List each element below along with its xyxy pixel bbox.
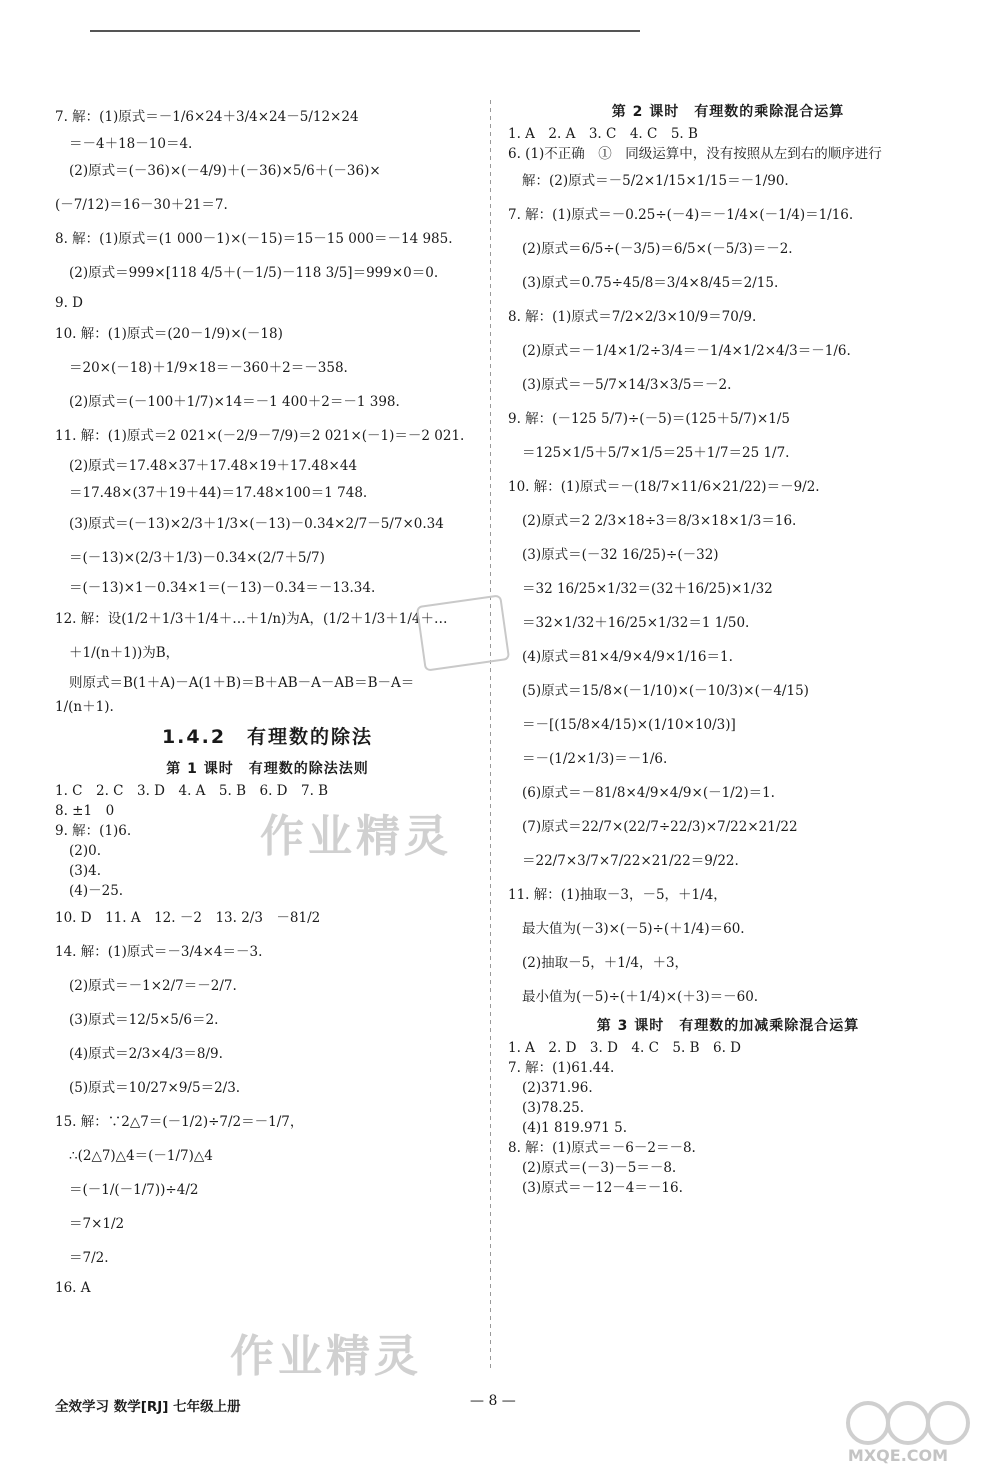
left-column (55, 100, 480, 1302)
answer-line: 6. (1)不正确 ① 同级运算中，没有按照从左到右的顺序进行 (508, 146, 882, 162)
answer-line: ＝(－13)×1－0.34×1＝(－13)－0.34＝－13.34. (69, 580, 376, 596)
answer-line: (2)原式＝(－3)－5＝－8. (522, 1160, 677, 1176)
answer-line: 8. 解：(1)原式＝7/2×2/3×10/9＝70/9. (508, 309, 757, 325)
answer-line: (2)371.96. (522, 1080, 593, 1096)
answer-line: 最大值为(－3)×(－5)÷(＋1/4)＝60. (522, 921, 745, 937)
lesson-title: 第 3 课时 有理数的加减乘除混合运算 (596, 1018, 860, 1034)
answer-line: 8. 解：(1)原式＝(1 000－1)×(－15)＝15－15 000＝－14 985. (55, 231, 453, 247)
answer-line: (2)原式＝－1×2/7＝－2/7. (69, 978, 237, 994)
answer-line: (2)抽取－5，＋1/4，＋3， (522, 955, 689, 971)
answer-line: (2)原式＝－1/4×1/2÷3/4＝－1/4×1/2×4/3＝－1/6. (522, 343, 851, 359)
page-number: — 8 — (470, 1393, 516, 1409)
answer-line: ＝7×1/2 (69, 1216, 125, 1232)
answer-line: 1. C 2. C 3. D 4. A 5. B 6. D 7. B (55, 783, 329, 799)
answer-line: (4)原式＝2/3×4/3＝8/9. (69, 1046, 223, 1062)
answer-line: 7. 解：(1)原式＝－1/6×24＋3/4×24－5/12×24 (55, 109, 359, 125)
answer-line: ∴(2△7)△4＝(－1/7)△4 (69, 1148, 213, 1164)
answer-line: 9. D (55, 295, 83, 311)
answer-line: (7)原式＝22/7×(22/7÷22/3)×7/22×21/22 (522, 819, 798, 835)
answer-line: 10. 解：(1)原式＝－(18/7×11/6×21/22)＝－9/2. (508, 479, 820, 495)
answer-line: (4)－25. (69, 883, 124, 899)
answer-line: ＝－(1/2×1/3)＝－1/6. (522, 751, 668, 767)
answer-line: (2)0. (69, 843, 102, 859)
answer-line: (3)原式＝－12－4＝－16. (522, 1180, 683, 1196)
answer-line: (3)4. (69, 863, 102, 879)
top-rule (90, 30, 640, 32)
answer-line: 9. 解：(－125 5/7)÷(－5)＝(125＋5/7)×1/5 (508, 411, 790, 427)
answer-line: (4)原式＝81×4/9×4/9×1/16＝1. (522, 649, 733, 665)
answer-line: ＝(－13)×(2/3＋1/3)－0.34×(2/7＋5/7) (69, 550, 325, 566)
answer-line: (－7/12)＝16－30＋21＝7. (55, 197, 228, 213)
watermark-stamp (416, 594, 510, 671)
answer-line: ＝125×1/5＋5/7×1/5＝25＋1/7＝25 1/7. (522, 445, 790, 461)
lesson-title: 第 1 课时 有理数的除法法则 (166, 761, 369, 777)
watermark: 作业精灵 (230, 1331, 422, 1382)
answer-line: 12. 解：设(1/2＋1/3＋1/4＋…＋1/n)为A，(1/2＋1/3＋1/4＋… (55, 611, 448, 627)
answer-line: ＝(－1/(－1/7))÷4/2 (69, 1182, 199, 1198)
answer-line: 9. 解：(1)6. (55, 823, 132, 839)
answer-line: ＋1/(n＋1))为B， (69, 645, 180, 661)
lesson-title: 第 2 课时 有理数的乘除混合运算 (611, 104, 845, 120)
answer-line: ＝20×(－18)＋1/9×18＝－360＋2＝－358. (69, 360, 348, 376)
answer-line: ＝22/7×3/7×7/22×21/22＝9/22. (522, 853, 739, 869)
answer-line: (5)原式＝15/8×(－1/10)×(－10/3)×(－4/15) (522, 683, 809, 699)
column-divider (490, 100, 491, 1370)
answer-line: 则原式＝B(1＋A)－A(1＋B)＝B＋AB－A－AB＝B－A＝ (69, 675, 415, 691)
answer-line: (2)原式＝999×[118 4/5＋(－1/5)－118 3/5]＝999×0＝0. (69, 265, 439, 281)
answer-line: (3)原式＝(－32 16/25)÷(－32) (522, 547, 719, 563)
answer-line: (4)1 819.971 5. (522, 1120, 628, 1136)
answer-line: (2)原式＝2 2/3×18÷3＝8/3×18×1/3＝16. (522, 513, 797, 529)
answer-line: (3)78.25. (522, 1100, 585, 1116)
answer-line: (3)原式＝(－13)×2/3＋1/3×(－13)－0.34×2/7－5/7×0.34 (69, 516, 444, 532)
book-title: 全效学习 数学[RJ] 七年级上册 (55, 1399, 241, 1415)
answer-line: 16. A (55, 1280, 91, 1296)
answer-line: 8. ±1 0 (55, 803, 115, 819)
answer-line: (2)原式＝(－36)×(－4/9)＋(－36)×5/6＋(－36)× (69, 163, 381, 179)
answer-line: 1. A 2. A 3. C 4. C 5. B (508, 126, 698, 142)
answer-line: 解：(2)原式＝－5/2×1/15×1/15＝－1/90. (522, 173, 789, 189)
answer-line: 7. 解：(1)61.44. (508, 1060, 615, 1076)
answer-line: (6)原式＝－81/8×4/9×4/9×(－1/2)＝1. (522, 785, 775, 801)
answer-line: ＝7/2. (69, 1250, 109, 1266)
answer-line: 11. 解：(1)原式＝2 021×(－2/9－7/9)＝2 021×(－1)＝－2 021. (55, 428, 465, 444)
site-logo-icon (808, 1395, 988, 1465)
answer-line: ＝32×1/32＋16/25×1/32＝1 1/50. (522, 615, 750, 631)
right-column (508, 100, 948, 1198)
answer-line: 最小值为(－5)÷(＋1/4)×(＋3)＝－60. (522, 989, 759, 1005)
answer-line: (3)原式＝12/5×5/6＝2. (69, 1012, 219, 1028)
answer-line: 10. D 11. A 12. －2 13. 2/3 －81/2 (55, 910, 321, 926)
answer-line: (2)原式＝(－100＋1/7)×14＝－1 400＋2＝－1 398. (69, 394, 400, 410)
answer-line: 11. 解：(1)抽取－3，－5，＋1/4， (508, 887, 727, 903)
answer-line: 10. 解：(1)原式＝(20－1/9)×(－18) (55, 326, 283, 342)
answer-line: 14. 解：(1)原式＝－3/4×4＝－3. (55, 944, 263, 960)
answer-line: ＝－4＋18－10＝4. (69, 136, 193, 152)
answer-line: 1. A 2. D 3. D 4. C 5. B 6. D (508, 1040, 742, 1056)
answer-line: 8. 解：(1)原式＝－6－2＝－8. (508, 1140, 696, 1156)
answer-line: (2)原式＝17.48×37＋17.48×19＋17.48×44 (69, 458, 358, 474)
answer-line: ＝－[(15/8×4/15)×(1/10×10/3)] (522, 717, 736, 733)
answer-line: (3)原式＝－5/7×14/3×3/5＝－2. (522, 377, 732, 393)
answer-line: (3)原式＝0.75÷45/8＝3/4×8/45＝2/15. (522, 275, 779, 291)
answer-line: ＝17.48×(37＋19＋44)＝17.48×100＝1 748. (69, 485, 368, 501)
answer-line: 1/(n＋1). (55, 699, 114, 715)
watermark: 作业精灵 (260, 811, 452, 862)
answer-line: (2)原式＝6/5÷(－3/5)＝6/5×(－5/3)＝－2. (522, 241, 793, 257)
section-title: 1.4.2 有理数的除法 (161, 726, 374, 748)
logo-text: MXQE.COM (847, 1446, 949, 1465)
answer-line: 15. 解：∵2△7＝(－1/2)÷7/2＝－1/7， (55, 1114, 304, 1130)
answer-line: ＝32 16/25×1/32＝(32＋16/25)×1/32 (522, 581, 773, 597)
answer-line: (5)原式＝10/27×9/5＝2/3. (69, 1080, 241, 1096)
answer-line: 7. 解：(1)原式＝－0.25÷(－4)＝－1/4×(－1/4)＝1/16. (508, 207, 854, 223)
